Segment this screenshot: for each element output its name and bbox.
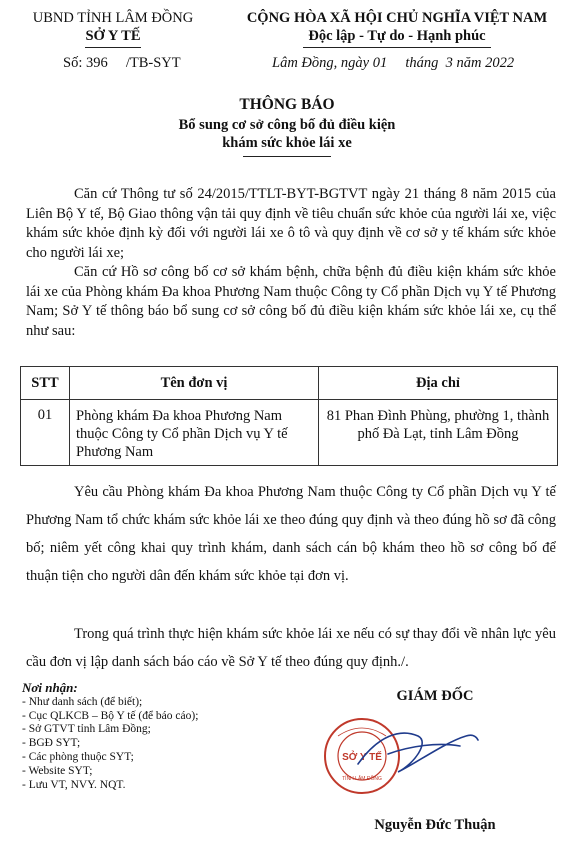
table-header-row bbox=[21, 367, 558, 400]
agency-name: SỞ Y TẾ bbox=[85, 28, 141, 44]
motto-underline bbox=[303, 47, 491, 48]
signer-position: GIÁM ĐỐC bbox=[396, 688, 474, 704]
table-cell-address: 81 Phan Đình Phùng, phường 1, thành phố Đà Lạt, tỉnh Lâm Đồng bbox=[319, 400, 558, 466]
recipient-item: - Sở GTVT tỉnh Lâm Đồng; bbox=[22, 723, 151, 736]
stamp-center-text: SỞ Y TẾ bbox=[342, 752, 382, 763]
paragraph-requirement: Yêu cầu Phòng khám Đa khoa Phương Nam thuộc Công ty Cổ phần Dịch vụ Y tế Phương Nam tổ chức khám sức khỏe lái xe theo đúng quy định và theo đúng hồ sơ đã công bố; niêm yết công khai quy trình khám, danh sách cán bộ khám theo hồ sơ công bố để thuận tiện cho người dân đến khám sức khỏe tại đơn vị. bbox=[26, 484, 556, 584]
table-header-address: Địa chỉ bbox=[319, 367, 558, 400]
recipient-item: - Website SYT; bbox=[22, 764, 93, 777]
table-header-stt: STT bbox=[21, 367, 70, 400]
recipient-item: - Cục QLKCB – Bộ Y tế (để báo cáo); bbox=[22, 709, 199, 722]
table-header-unit: Tên đơn vị bbox=[70, 367, 319, 400]
place-date: Lâm Đồng, ngày 01 tháng 3 năm 2022 bbox=[272, 55, 515, 71]
body-intro bbox=[26, 185, 556, 341]
country-name: CỘNG HÒA XÃ HỘI CHỦ NGHĨA VIỆT NAM bbox=[246, 10, 548, 26]
recipients-block bbox=[22, 681, 198, 792]
signer-name: Nguyễn Đức Thuận bbox=[374, 817, 496, 833]
motto: Độc lập - Tự do - Hạnh phúc bbox=[308, 28, 486, 44]
doc-title-line2: khám sức khỏe lái xe bbox=[222, 135, 352, 151]
official-stamp-signature bbox=[318, 706, 488, 806]
table-row bbox=[21, 400, 558, 466]
doc-type: THÔNG BÁO bbox=[239, 96, 335, 113]
doc-title-line1: Bổ sung cơ sở công bố đủ điều kiện bbox=[178, 117, 396, 133]
doc-number: Số: 396 /TB-SYT bbox=[63, 55, 181, 71]
paragraph-legal-basis-2: Căn cứ Hồ sơ công bố cơ sở khám bệnh, chữa bệnh đủ điều kiện khám sức khỏe lái xe của Phòng khám Đa khoa Phương Nam thuộc Công ty Cổ phần Dịch vụ Y tế Phương Nam; Sở Y tế thông báo bổ sung cơ sở công bố đủ điều kiện khám sức khỏe lái xe, cụ thể như sau: bbox=[26, 264, 556, 339]
paragraph-closing: Trong quá trình thực hiện khám sức khỏe lái xe nếu có sự thay đổi về nhân lực yêu cầu đơn vị lập danh sách báo cáo về Sở Y tế theo đúng quy định./. bbox=[26, 626, 556, 670]
paragraph-legal-basis-1: Căn cứ Thông tư số 24/2015/TTLT-BYT-BGTVT ngày 21 tháng 8 năm 2015 của Liên Bộ Y tế, Bộ Giao thông vận tải quy định về tiêu chuẩn sức khỏe của người lái xe, việc khám sức khỏe định kỳ đối với người lái xe ô tô và quy định về cơ sở y tế khám sức khỏe cho người lái xe; bbox=[26, 186, 556, 261]
stamp-ring-text: TỈNH LÂM ĐỒNG bbox=[342, 776, 382, 782]
agency-underline bbox=[85, 47, 141, 48]
body-requirements bbox=[26, 478, 556, 590]
recipient-item: - Lưu VT, NVY. NQT. bbox=[22, 778, 126, 791]
recipient-item: - BGĐ SYT; bbox=[22, 737, 81, 750]
recipients-label: Nơi nhận: bbox=[22, 680, 78, 695]
table-cell-stt: 01 bbox=[21, 400, 70, 466]
recipient-item: - Như danh sách (để biết); bbox=[22, 695, 143, 708]
body-closing bbox=[26, 620, 556, 676]
table-cell-unit: Phòng khám Đa khoa Phương Nam thuộc Công ty Cổ phần Dịch vụ Y tế Phương Nam bbox=[70, 400, 319, 466]
stamp-seal bbox=[325, 719, 399, 793]
clinic-table bbox=[20, 366, 558, 466]
recipient-item: - Các phòng thuộc SYT; bbox=[22, 750, 134, 763]
agency-parent: UBND TỈNH LÂM ĐỒNG bbox=[32, 10, 194, 26]
title-underline bbox=[243, 156, 331, 157]
